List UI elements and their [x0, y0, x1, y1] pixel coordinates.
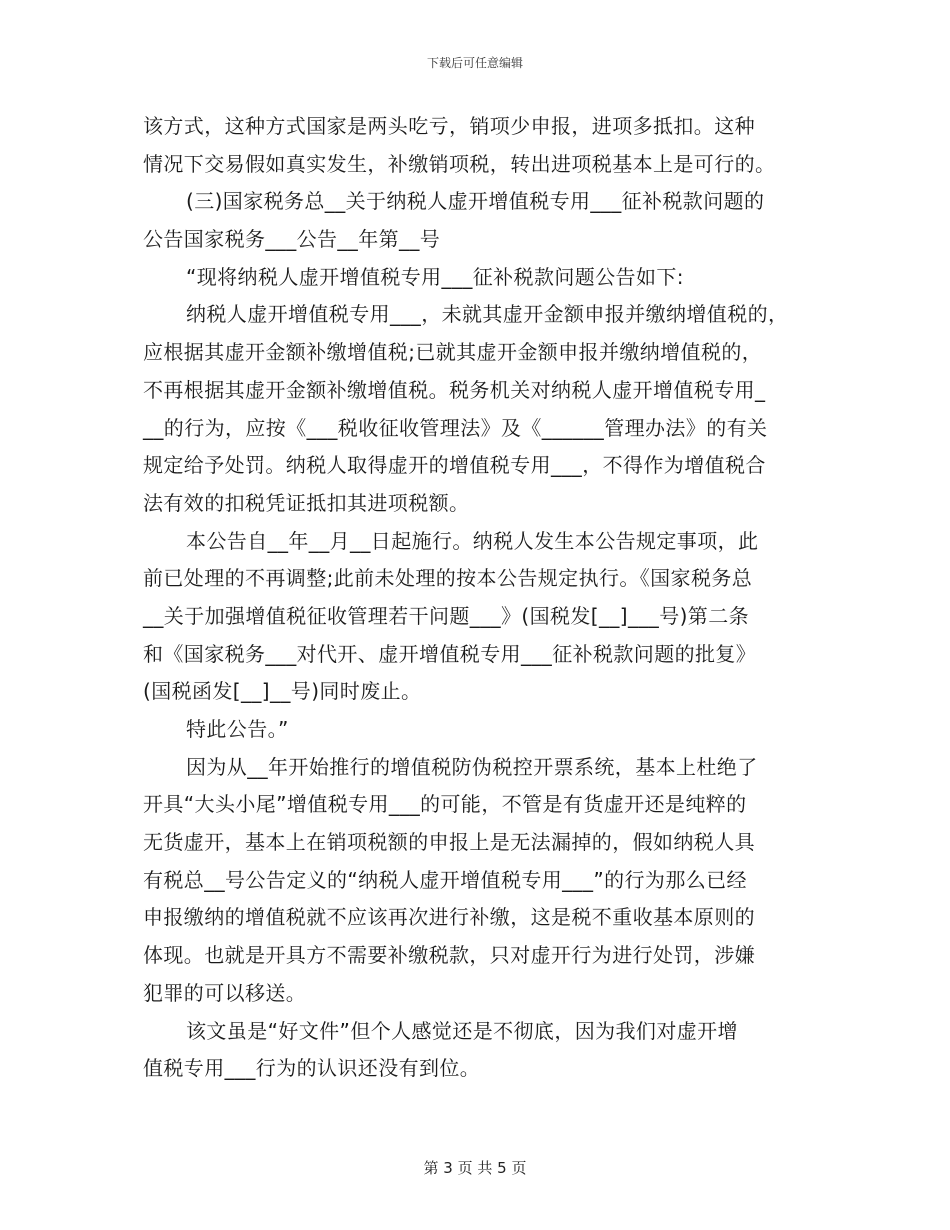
text-line: 无货虚开，基本上在销项税额的申报上是无法漏掉的，假如纳税人具: [143, 830, 755, 855]
text-line: 不再根据其虚开金额补缴增值税。税务机关对纳税人虚开增值税专用_: [143, 377, 766, 402]
text-line: 情况下交易假如真实发生，补缴销项税，转出进项税基本上是可行的。: [143, 151, 776, 176]
text-line: 前已处理的不再调整;此前未处理的按本公告规定执行。《国家税务总: [143, 566, 753, 591]
text-line: 和《国家税务___对代开、虚开增值税专用___征补税款问题的批复》: [143, 641, 757, 666]
text-line: 体现。也就是开具方不需要补缴税款，只对虚开行为进行处罚，涉嫌: [143, 943, 755, 968]
text-line: 该文虽是“好文件”但个人感觉还是不彻底，因为我们对虚开增: [186, 1018, 738, 1043]
text-line: 开具“大头小尾”增值税专用___的可能，不管是有货虚开还是纯粹的: [143, 792, 747, 817]
document-body: [143, 108, 818, 1088]
text-line: 犯罪的可以移送。: [143, 980, 307, 1005]
text-line: “现将纳税人虚开增值税专用___征补税款问题公告如下:: [186, 264, 684, 289]
text-line: 特此公告。”: [186, 717, 289, 741]
text-line: __关于加强增值税征收管理若干问题___》(国税发[__]___号)第二条: [143, 603, 750, 628]
text-line: 规定给予处罚。纳税人取得虚开的增值税专用___，不得作为增值税合: [143, 453, 766, 478]
page-number: 第 3 页 共 5 页: [423, 1159, 527, 1177]
section-heading-line: (三)国家税务总__关于纳税人虚开增值税专用___征补税款问题的: [186, 189, 765, 214]
text-line: 值税专用___行为的认识还没有到位。: [143, 1056, 481, 1081]
text-line: 本公告自__年__月__日起施行。纳税人发生本公告规定事项，此: [186, 528, 759, 553]
text-line: 因为从__年开始推行的增值税防伪税控开票系统，基本上杜绝了: [186, 754, 758, 779]
text-line: 应根据其虚开金额补缴增值税;已就其虚开金额申报并缴纳增值税的，: [143, 340, 763, 365]
page-header: 下载后可任意编辑: [426, 56, 523, 70]
text-line: 纳税人虚开增值税专用___，未就其虚开金额申报并缴纳增值税的，: [186, 302, 789, 327]
text-line: 申报缴纳的增值税就不应该再次进行补缴，这是税不重收基本原则的: [143, 905, 755, 930]
text-line: 法有效的扣税凭证抵扣其进项税额。: [143, 490, 470, 515]
section-heading-line: 公告国家税务___公告__年第__号: [143, 227, 441, 252]
text-line: 该方式，这种方式国家是两头吃亏，销项少申报，进项多抵扣。这种: [143, 114, 755, 138]
text-line: (国税函发[__]__号)同时废止。: [143, 679, 422, 704]
text-line: __的行为，应按《___税收征收管理法》及《______管理办法》的有关: [143, 415, 768, 440]
text-line: 有税总__号公告定义的“纳税人虚开增值税专用___”的行为那么已经: [143, 867, 747, 892]
